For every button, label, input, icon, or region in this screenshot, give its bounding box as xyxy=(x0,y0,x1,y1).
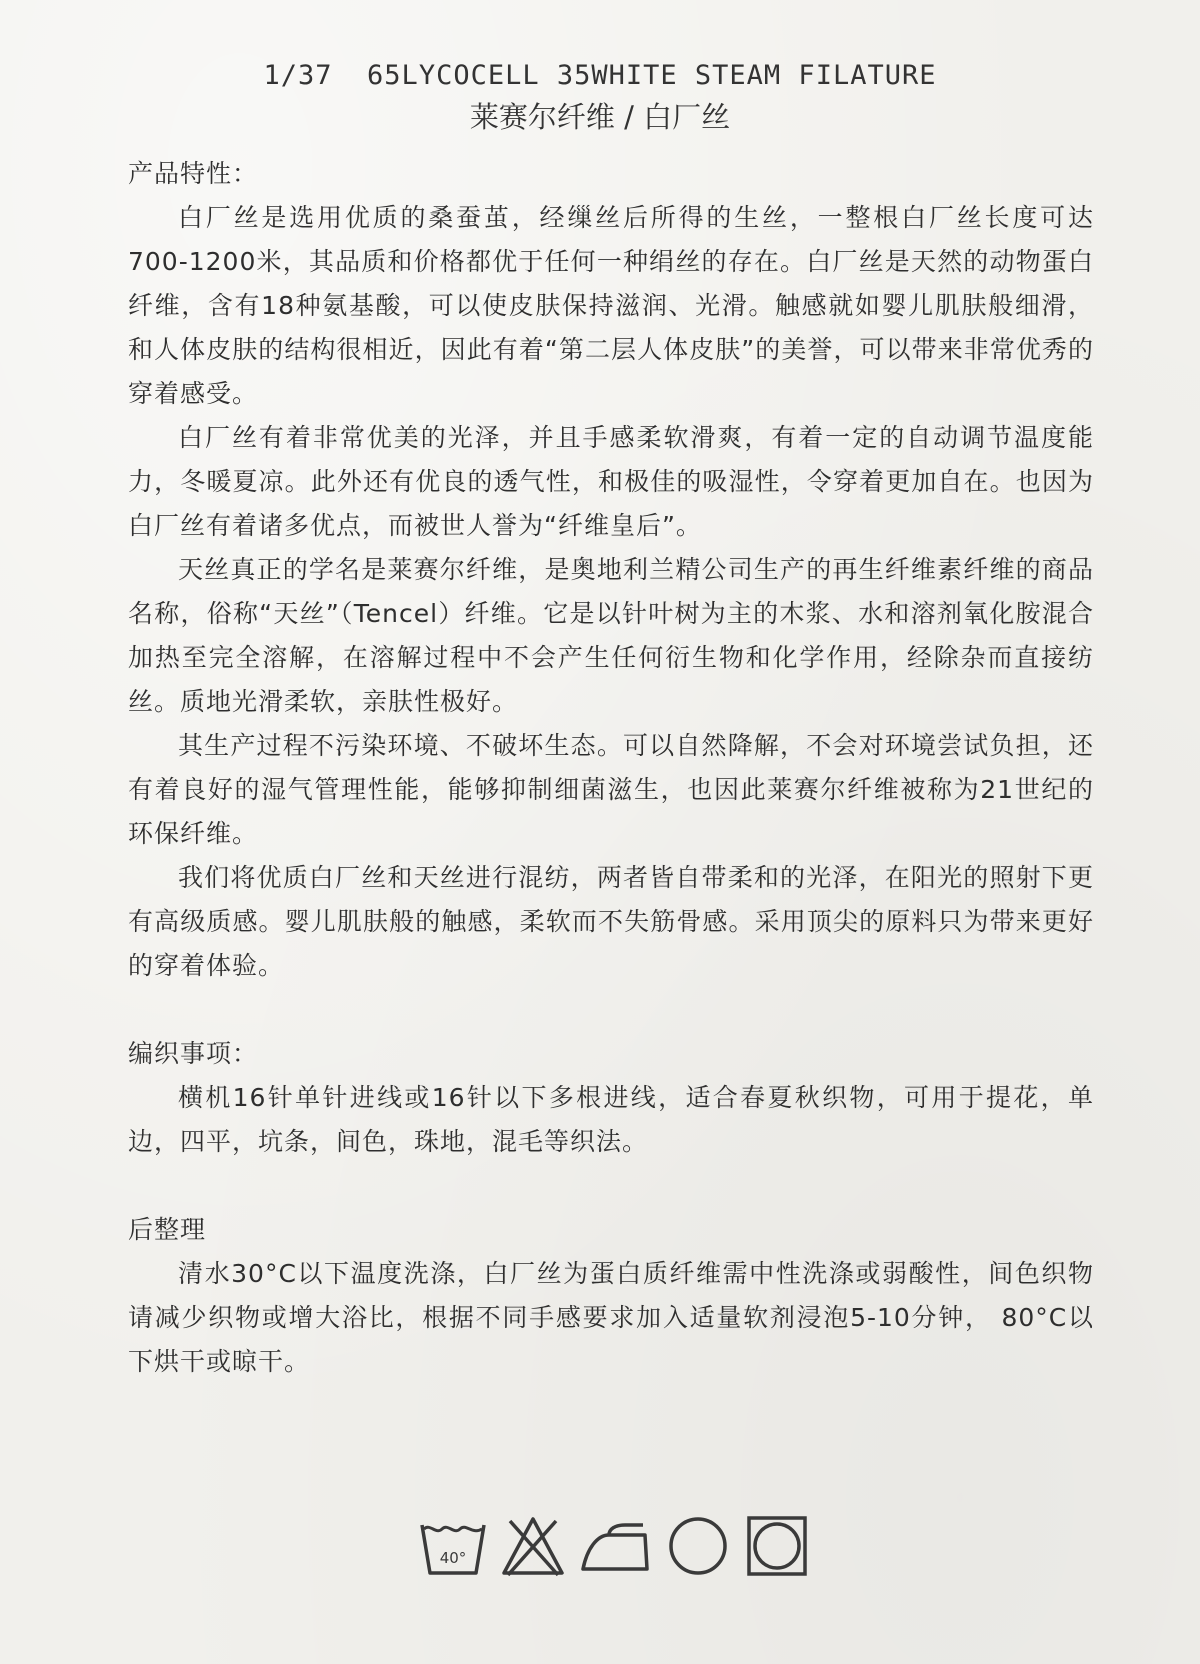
title-chinese: 莱赛尔纤维 / 白厂丝 xyxy=(469,100,731,134)
paragraph: 天丝真正的学名是莱赛尔纤维，是奥地利兰精公司生产的再生纤维素纤维的商品名称，俗称“天丝”（Tencel）纤维。它是以针叶树为主的木浆、水和溶剂氧化胺混合加热至完全溶解，在溶解过程中不会产生任何衍生物和化学作用，经除杂而直接纺丝。质地光滑柔软，亲肤性极好。 xyxy=(128,555,1094,716)
iron-icon xyxy=(579,1513,651,1579)
section-spacer xyxy=(128,1164,1094,1208)
paragraph: 横机16针单针进线或16针以下多根进线，适合春夏秋织物，可用于提花，单边，四平，坑条，间色，珠地，混毛等织法。 xyxy=(128,1083,1094,1156)
document-body xyxy=(128,152,1094,1384)
paragraph: 清水30°C以下温度洗涤，白厂丝为蛋白质纤维需中性洗涤或弱酸性，间色织物请减少织物或增大浴比，根据不同手感要求加入适量软剂浸泡5-10分钟， 80°C以下烘干或晾干。 xyxy=(128,1259,1094,1376)
paragraph: 其生产过程不污染环境、不破坏生态。可以自然降解，不会对环境尝试负担，还有着良好的湿气管理性能，能够抑制细菌滋生，也因此莱赛尔纤维被称为21世纪的环保纤维。 xyxy=(128,731,1094,848)
title-english: 1/37 65LYCOCELL 35WHITE STEAM FILATURE xyxy=(263,60,937,91)
section-spacer xyxy=(128,988,1094,1032)
section-finishing xyxy=(128,1208,1094,1384)
section-features xyxy=(128,152,1094,988)
wash-40-icon xyxy=(420,1513,486,1579)
tumble-dry-icon xyxy=(744,1513,810,1579)
paragraph: 白厂丝有着非常优美的光泽，并且手感柔软滑爽，有着一定的自动调节温度能力，冬暖夏凉。此外还有优良的透气性，和极佳的吸湿性，令穿着更加自在。也因为白厂丝有着诸多优点，而被世人誉为“纤维皇后”。 xyxy=(128,423,1094,540)
document-header xyxy=(0,58,1200,138)
paragraph: 我们将优质白厂丝和天丝进行混纺，两者皆自带柔和的光泽，在阳光的照射下更有高级质感。婴儿肌肤般的触感，柔软而不失筋骨感。采用顶尖的原料只为带来更好的穿着体验。 xyxy=(128,863,1094,980)
do-not-bleach-icon xyxy=(500,1513,566,1579)
paragraph: 白厂丝是选用优质的桑蚕茧，经缫丝后所得的生丝，一整根白厂丝长度可达700-1200米，其品质和价格都优于任何一种绢丝的存在。白厂丝是天然的动物蛋白纤维，含有18种氨基酸，可以使皮肤保持滋润、光滑。触感就如婴儿肌肤般细滑，和人体皮肤的结构很相近，因此有着“第二层人体皮肤”的美誉，可以带来非常优秀的穿着感受。 xyxy=(128,203,1094,408)
care-symbols xyxy=(420,1506,810,1586)
section-title-features: 产品特性： xyxy=(128,159,259,188)
section-title-knitting: 编织事项： xyxy=(128,1039,259,1068)
section-knitting xyxy=(128,1032,1094,1164)
section-title-finishing: 后整理 xyxy=(128,1215,207,1244)
wash-temp-label: 40° xyxy=(439,1549,467,1567)
dry-clean-icon xyxy=(665,1513,731,1579)
